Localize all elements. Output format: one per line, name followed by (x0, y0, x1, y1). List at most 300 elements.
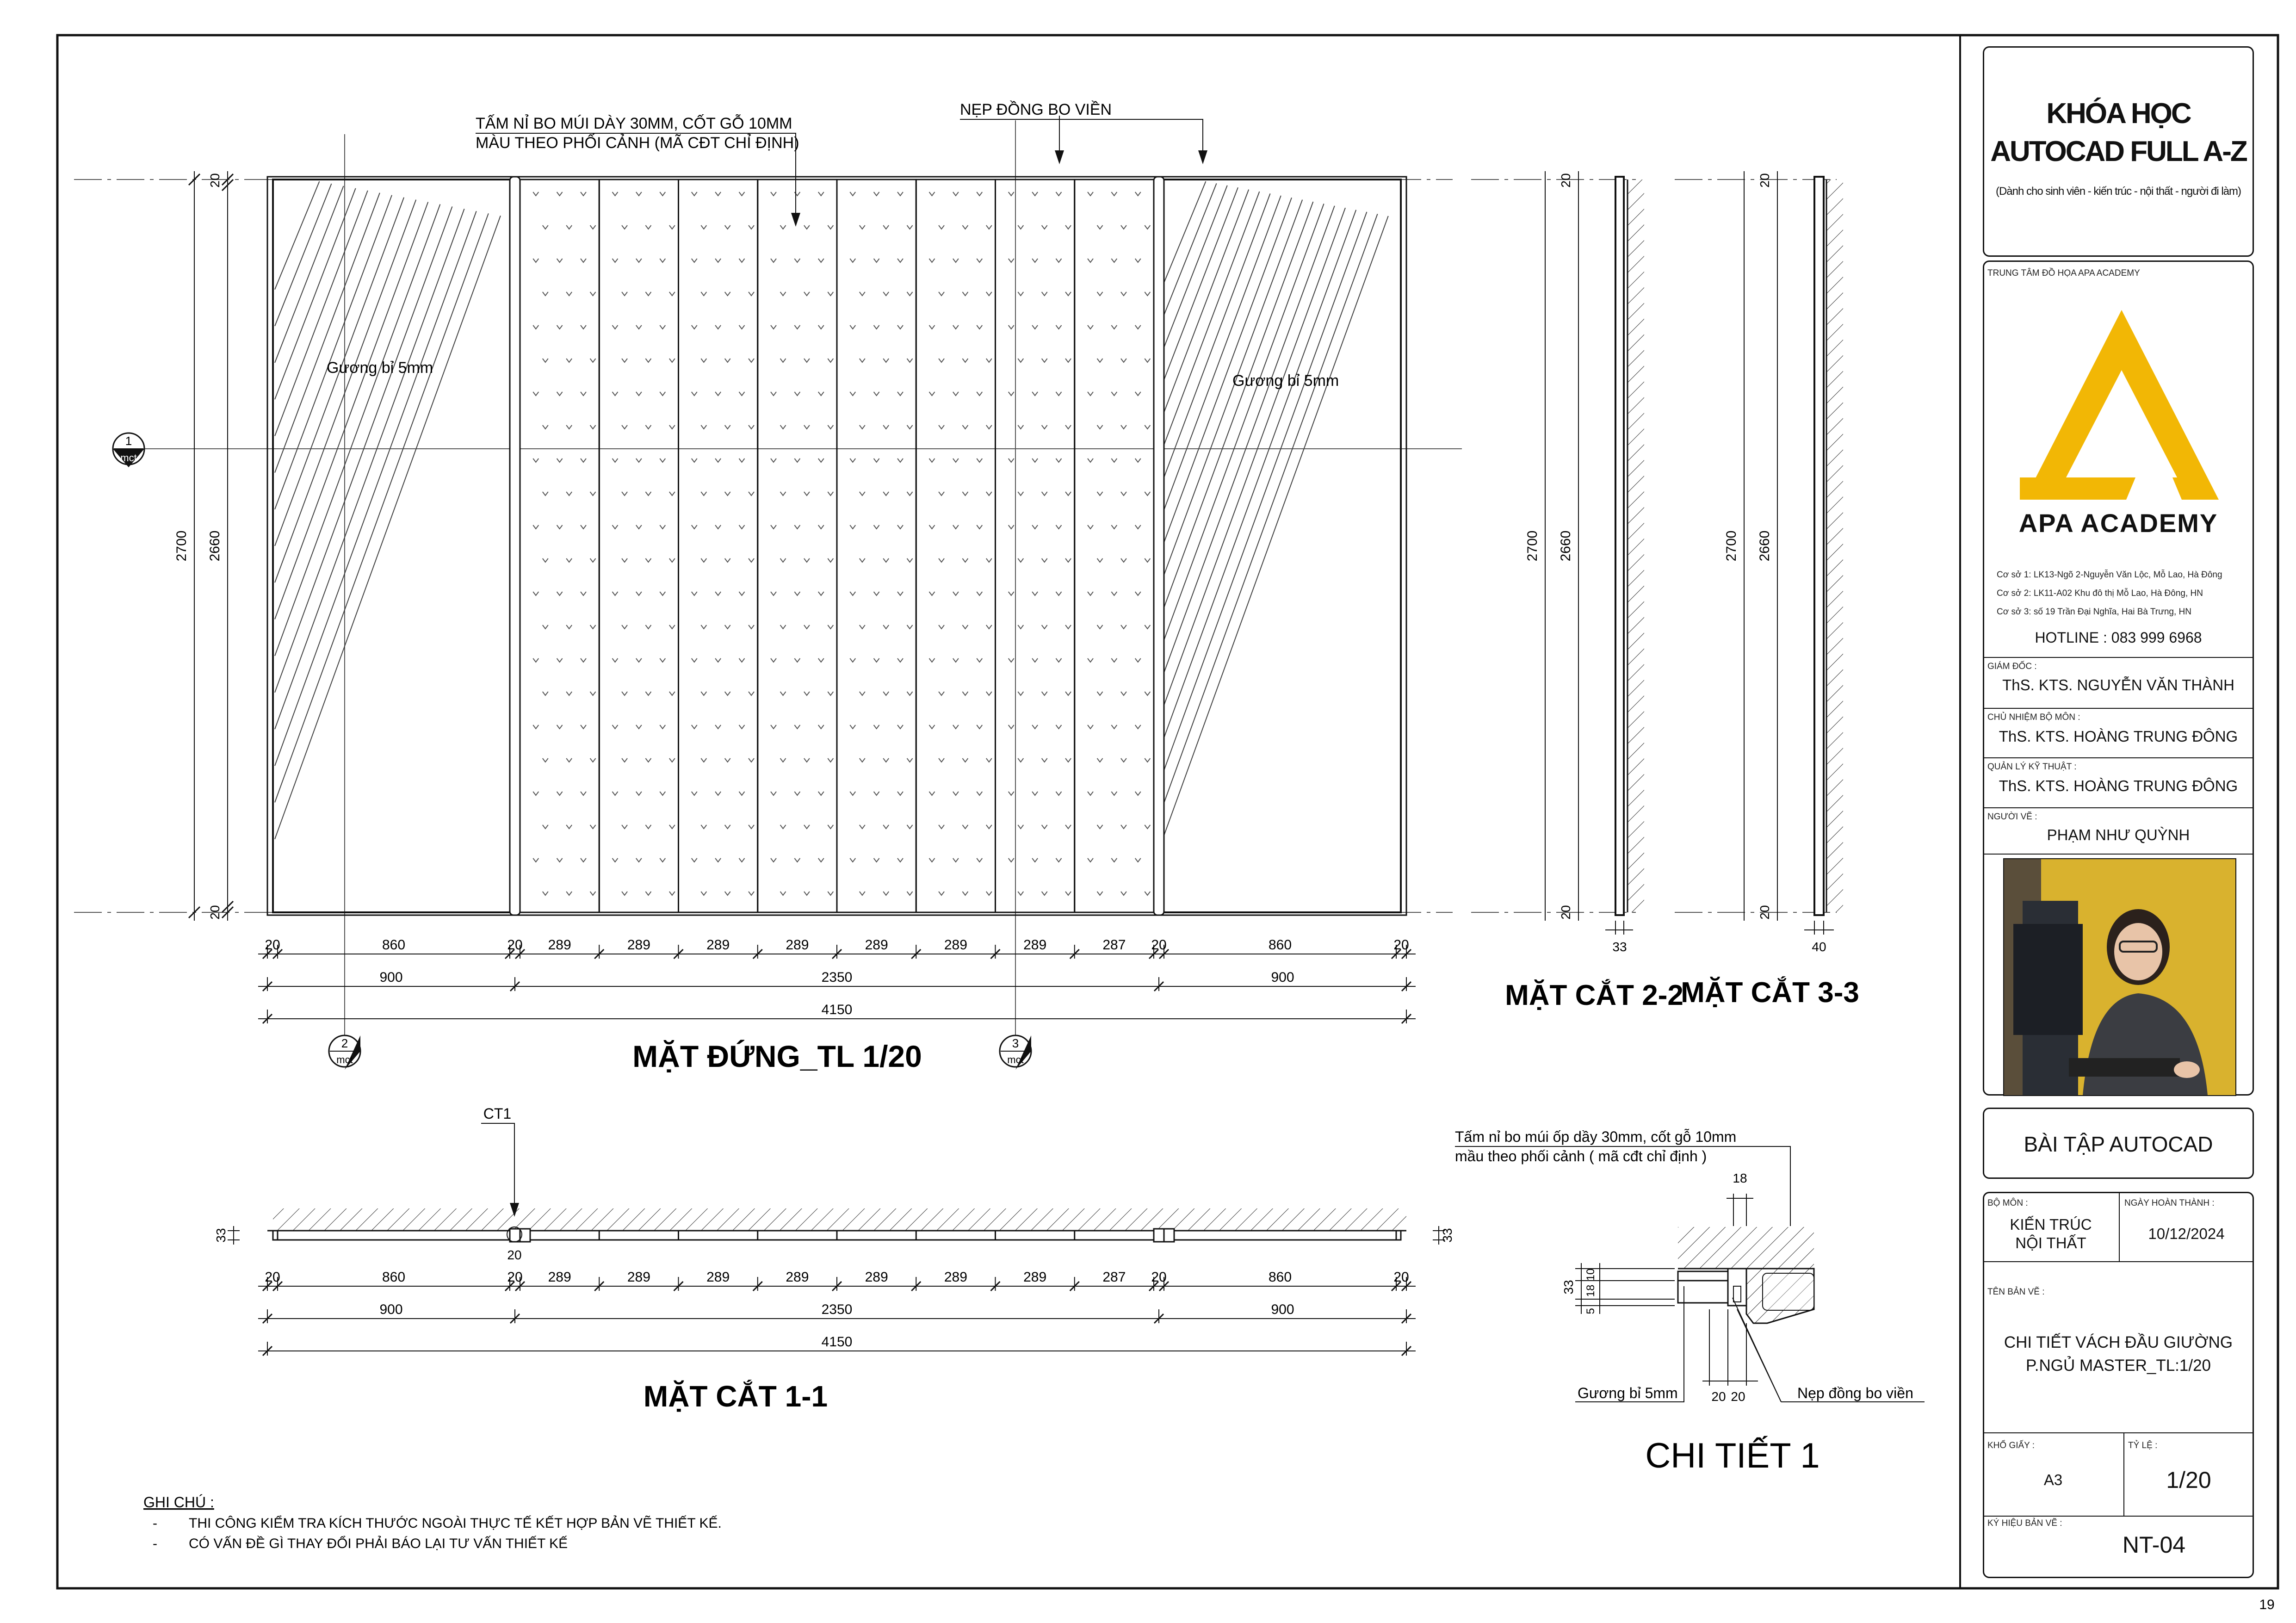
detail-wall-hatch (1678, 1227, 1814, 1269)
tuft-mark (850, 259, 855, 262)
tuft-mark (645, 359, 651, 362)
tuft-mark (1097, 692, 1103, 695)
tuft-mark (1097, 625, 1103, 629)
tuft-mark (557, 525, 563, 529)
dim-value: 20 (1393, 937, 1409, 953)
tuft-mark (929, 792, 935, 795)
tuft-mark (977, 259, 982, 262)
tuft-mark (929, 525, 935, 529)
leader-trim-text: NẸP ĐỒNG BO VIỀN (960, 101, 1112, 118)
tuft-mark (874, 792, 879, 795)
tuft-mark (804, 292, 810, 296)
note-bullet-1: - (153, 1516, 157, 1531)
dim-thickness-3-3: 40 (1812, 940, 1826, 954)
tuft-mark (874, 259, 879, 262)
tuft-mark (1056, 725, 1062, 729)
tuft-mark (794, 458, 800, 462)
tuft-mark (1145, 625, 1150, 629)
note-text-1: THI CÔNG KIỂM TRA KÍCH THƯỚC NGOÀI THỰC TẾ KẾT HỢP BẢN VẼ THIẾT KẾ. (189, 1516, 722, 1531)
dim-value: 289 (548, 937, 571, 953)
mirror-reflection-stroke (1161, 216, 1388, 843)
tuft-mark (1065, 492, 1071, 496)
tuft-mark (850, 858, 855, 862)
tuft-mark (929, 192, 935, 196)
tuft-mark (929, 592, 935, 595)
tuft-mark (1009, 725, 1014, 729)
tuft-mark (818, 525, 824, 529)
tuft-mark (883, 492, 889, 496)
fabric-panel (599, 180, 678, 912)
director-name: ThS. KTS. NGUYỄN VĂN THÀNH (2002, 676, 2234, 694)
tuft-mark (636, 725, 642, 729)
tuft-mark (1135, 858, 1141, 862)
dim-edge-top-3-3: 20 (1758, 173, 1772, 188)
tuft-mark (1065, 892, 1071, 895)
tuft-mark (581, 458, 586, 462)
dim-value: 900 (379, 970, 403, 985)
mirror-reflection-stroke (275, 181, 319, 290)
tuft-mark (897, 392, 903, 396)
detail-note-2: mầu theo phối cảnh ( mã cđt chỉ định ) (1455, 1148, 1707, 1165)
tuft-mark (715, 392, 721, 396)
tuft-mark (590, 892, 596, 895)
tuft-mark (1018, 225, 1023, 229)
tuft-mark (804, 758, 810, 762)
dim-edge-top-2-2: 20 (1559, 173, 1573, 188)
detail-mirror (1678, 1271, 1728, 1281)
tuft-mark (1042, 225, 1047, 229)
tuft-mark (701, 492, 706, 496)
tuft-mark (1145, 225, 1150, 229)
course-subtitle: (Dành cho sinh viên - kiến trúc - nội thất - người đi làm) (1995, 185, 2241, 198)
tuft-mark (1042, 892, 1047, 895)
tuft-mark (1145, 359, 1150, 362)
callout-3 (1000, 1035, 1031, 1070)
scale-label: TỶ LỆ : (2128, 1441, 2158, 1450)
tuft-mark (660, 458, 665, 462)
tuft-mark (692, 259, 697, 262)
head-name: ThS. KTS. HOÀNG TRUNG ĐÔNG (1999, 728, 2238, 745)
tuft-mark (939, 359, 944, 362)
detail-note-1: Tấm nỉ bo múi ốp dầy 30mm, cốt gỗ 10mm (1455, 1128, 1737, 1145)
tuft-mark (557, 792, 563, 795)
mirror-reflection-stroke (275, 184, 332, 326)
elevation-dimensions (258, 937, 1416, 1023)
fabric-panel (916, 180, 995, 912)
tuft-mark (533, 259, 538, 262)
tuft-mark (1097, 359, 1103, 362)
tuft-mark (613, 325, 618, 329)
dim-inner-3-3: 2660 (1757, 530, 1772, 562)
tuft-mark (1009, 525, 1014, 529)
tuft-mark (1065, 758, 1071, 762)
tuft-mark (780, 692, 786, 695)
detail-tag-ct1: CT1 (483, 1105, 512, 1122)
mirror-reflection-stroke (275, 211, 477, 766)
tuft-mark (897, 458, 903, 462)
dim-value: 289 (627, 1270, 650, 1285)
tuft-mark (939, 425, 944, 429)
dim-value: 289 (786, 937, 809, 953)
page-number: 19 (2259, 1597, 2275, 1612)
tuft-mark (636, 325, 642, 329)
mirror-reflection-stroke (275, 186, 344, 363)
tuft-mark (725, 558, 730, 562)
tuft-mark (749, 292, 754, 296)
info-hdiv-3 (1983, 1516, 2254, 1517)
tuft-mark (581, 792, 586, 795)
dim-value: 4150 (821, 1334, 853, 1350)
dim-value: 20 (507, 937, 523, 953)
tuft-mark (660, 592, 665, 595)
leader-trim-line (960, 119, 1203, 139)
tuft-mark (581, 192, 586, 196)
leader-panel-text-2: MÀU THEO PHỐI CẢNH (MÃ CĐT CHỈ ĐỊNH) (476, 134, 799, 152)
tuft-mark (780, 292, 786, 296)
tuft-mark (953, 259, 959, 262)
tuft-mark (986, 692, 992, 695)
mirror-reflection-stroke (1161, 186, 1227, 355)
tuft-mark (622, 892, 627, 895)
tuft-mark (701, 758, 706, 762)
section-3-3 (1675, 171, 1859, 1009)
tuft-mark (749, 758, 754, 762)
tuft-mark (543, 558, 548, 562)
address-1: Cơ sở 1: LK13-Ngõ 2-Nguyễn Văn Lộc, Mỗ Lao, Hà Đông (1997, 570, 2222, 580)
tuft-mark (566, 825, 572, 829)
tuft-mark (669, 692, 675, 695)
tuft-mark (929, 259, 935, 262)
tuft-mark (1135, 259, 1141, 262)
tuft-mark (907, 425, 913, 429)
tuft-mark (874, 592, 879, 595)
completion-date: 10/12/2024 (2148, 1225, 2225, 1242)
tuft-mark (543, 492, 548, 496)
tuft-mark (874, 525, 879, 529)
tuft-mark (977, 792, 982, 795)
tuft-mark (543, 359, 548, 362)
tuft-mark (804, 692, 810, 695)
tuft-mark (883, 625, 889, 629)
tuft-mark (828, 425, 833, 429)
tuft-mark (828, 225, 833, 229)
dim-thickness-2-2: 33 (1612, 940, 1627, 954)
tuft-mark (749, 492, 754, 496)
tuft-mark (818, 858, 824, 862)
tuft-mark (1042, 625, 1047, 629)
tuft-mark (749, 892, 754, 895)
tuft-mark (669, 625, 675, 629)
dim-value: 287 (1102, 937, 1126, 953)
tuft-mark (962, 225, 968, 229)
tuft-mark (739, 392, 745, 396)
tuft-mark (1088, 792, 1093, 795)
tuft-mark (860, 892, 865, 895)
tuft-mark (581, 525, 586, 529)
tuft-mark (701, 359, 706, 362)
tuft-mark (622, 359, 627, 362)
tuft-mark (780, 625, 786, 629)
head-label: CHỦ NHIỆM BỘ MÔN : (1987, 712, 2080, 722)
tuft-mark (1056, 858, 1062, 862)
tuft-mark (1056, 392, 1062, 396)
tuft-mark (1042, 292, 1047, 296)
tuft-mark (1056, 192, 1062, 196)
tuft-mark (1056, 525, 1062, 529)
tuft-mark (636, 525, 642, 529)
tuft-mark (1121, 425, 1126, 429)
tuft-mark (566, 425, 572, 429)
tuft-mark (953, 592, 959, 595)
tuft-mark (581, 325, 586, 329)
tuft-mark (1056, 592, 1062, 595)
tuft-mark (771, 792, 776, 795)
mirror-reflection-stroke (1161, 210, 1356, 746)
mirror-reflection-stroke (275, 195, 392, 509)
tuft-mark (1121, 292, 1126, 296)
tuft-mark (828, 558, 833, 562)
tuft-mark (739, 325, 745, 329)
tuft-mark (1009, 458, 1014, 462)
leader-panel-arrow (791, 213, 800, 227)
tuft-mark (986, 292, 992, 296)
tuft-mark (883, 692, 889, 695)
mirror-right (1159, 180, 1401, 912)
tech-label: QUẢN LÝ KỸ THUẬT : (1987, 762, 2077, 772)
notes-heading: GHI CHÚ : (143, 1494, 214, 1511)
dim-value: 20 (1151, 937, 1167, 953)
tuft-mark (622, 492, 627, 496)
mirror-right-label: Gương bỉ 5mm (1232, 372, 1339, 390)
tuft-mark (1088, 192, 1093, 196)
tuft-mark (897, 792, 903, 795)
drawing-name-2: P.NGỦ MASTER_TL:1/20 (2025, 1357, 2211, 1375)
tuft-mark (794, 725, 800, 729)
tuft-mark (953, 458, 959, 462)
tuft-mark (780, 425, 786, 429)
tuft-mark (1111, 725, 1117, 729)
tuft-mark (860, 492, 865, 496)
tuft-mark (874, 725, 879, 729)
tuft-mark (929, 325, 935, 329)
tuft-mark (636, 858, 642, 862)
tuft-mark (977, 725, 982, 729)
tuft-mark (1018, 359, 1023, 362)
tuft-mark (739, 725, 745, 729)
tuft-mark (897, 259, 903, 262)
tuft-mark (953, 392, 959, 396)
tuft-mark (557, 192, 563, 196)
tuft-mark (850, 392, 855, 396)
tuft-mark (1088, 325, 1093, 329)
tuft-mark (1042, 425, 1047, 429)
elevation-title: MẶT ĐỨNG_TL 1/20 (632, 1039, 922, 1073)
tuft-mark (897, 192, 903, 196)
detail-dim-left-c: 10 (1584, 1268, 1597, 1281)
tuft-mark (725, 292, 730, 296)
tuft-mark (780, 492, 786, 496)
tuft-mark (749, 625, 754, 629)
drawing-name-label: TÊN BẢN VẼ : (1987, 1287, 2045, 1297)
tuft-mark (804, 625, 810, 629)
tuft-mark (1097, 558, 1103, 562)
tuft-mark (883, 558, 889, 562)
tuft-mark (929, 458, 935, 462)
tuft-mark (780, 892, 786, 895)
tuft-mark (1088, 458, 1093, 462)
tuft-mark (1135, 525, 1141, 529)
tuft-mark (883, 225, 889, 229)
tuft-mark (557, 592, 563, 595)
date-label: NGÀY HOÀN THÀNH : (2124, 1198, 2215, 1208)
tuft-mark (1097, 492, 1103, 496)
tuft-mark (1032, 792, 1038, 795)
mirror-reflection-stroke (275, 200, 416, 583)
callout-3-number: 3 (1012, 1036, 1019, 1050)
tuft-mark (749, 359, 754, 362)
tuft-mark (962, 558, 968, 562)
mirror-reflection-stroke (275, 191, 368, 436)
tuft-mark (1111, 192, 1117, 196)
panel-section-3-3 (1814, 177, 1824, 915)
tuft-mark (701, 692, 706, 695)
tuft-mark (1056, 325, 1062, 329)
dim-value: 289 (548, 1270, 571, 1285)
tuft-mark (1097, 892, 1103, 895)
detail-dim-bottom-1: 20 (1711, 1389, 1726, 1404)
tuft-mark (1018, 558, 1023, 562)
wall-hatch-2-2 (1628, 180, 1644, 912)
tuft-mark (692, 525, 697, 529)
detail-mirror-backing (1678, 1281, 1728, 1303)
tuft-mark (701, 825, 706, 829)
mirror-reflection-stroke (1161, 193, 1270, 485)
director-label: GIÁM ĐỐC : (1987, 662, 2037, 671)
tuft-mark (622, 625, 627, 629)
tuft-mark (660, 792, 665, 795)
tuft-mark (953, 725, 959, 729)
tuft-mark (828, 758, 833, 762)
drawing-name-1: CHI TIẾT VÁCH ĐẦU GIƯỜNG (2004, 1333, 2233, 1351)
tuft-mark (715, 458, 721, 462)
drawer-photo (2003, 858, 2236, 1096)
tuft-mark (725, 359, 730, 362)
tuft-mark (701, 558, 706, 562)
tuft-mark (669, 425, 675, 429)
tuft-mark (533, 192, 538, 196)
section-2-2-title: MẶT CẮT 2-2 (1505, 979, 1683, 1011)
tuft-mark (883, 758, 889, 762)
tuft-mark (533, 392, 538, 396)
note-text-2: CÓ VẤN ĐỀ GÌ THAY ĐỔI PHẢI BÁO LẠI TƯ VẤN THIẾT KẾ (189, 1536, 568, 1551)
tuft-mark (725, 892, 730, 895)
tuft-mark (543, 625, 548, 629)
tuft-mark (794, 858, 800, 862)
tuft-mark (860, 758, 865, 762)
scale-value: 1/20 (2166, 1467, 2211, 1493)
section-2-2 (1471, 171, 1683, 1011)
dim-value: 20 (265, 1270, 280, 1285)
tuft-mark (669, 825, 675, 829)
tuft-mark (828, 825, 833, 829)
center-name: TRUNG TÂM ĐỒ HỌA APA ACADEMY (1987, 268, 2140, 278)
tuft-mark (669, 292, 675, 296)
tuft-mark (771, 725, 776, 729)
tuft-mark (977, 592, 982, 595)
tuft-mark (986, 758, 992, 762)
wall-hatch-3-3 (1826, 180, 1843, 912)
mirror-reflection-stroke (1161, 206, 1335, 681)
tuft-mark (533, 858, 538, 862)
mirror-reflection-stroke (275, 193, 380, 473)
tuft-mark (850, 592, 855, 595)
tuft-mark (986, 625, 992, 629)
tuft-mark (771, 658, 776, 662)
tuft-mark (939, 292, 944, 296)
tuft-mark (939, 492, 944, 496)
tuft-mark (613, 858, 618, 862)
fabric-panel (1075, 180, 1154, 912)
tuft-mark (977, 192, 982, 196)
fabric-panel (837, 180, 916, 912)
mirror-reflection-stroke (275, 206, 452, 692)
mirror-right-hatch (1161, 181, 1388, 843)
tuft-mark (1111, 525, 1117, 529)
tuft-mark (1009, 858, 1014, 862)
tuft-mark (645, 825, 651, 829)
tuft-mark (669, 492, 675, 496)
dim-value: 860 (1268, 937, 1292, 953)
tuft-mark (533, 325, 538, 329)
dim-total-3-3: 2700 (1724, 530, 1739, 562)
tuft-mark (739, 192, 745, 196)
tuft-mark (1009, 792, 1014, 795)
tuft-mark (1032, 392, 1038, 396)
tuft-mark (739, 458, 745, 462)
wall-hatch-1-1 (273, 1208, 1406, 1231)
hotline: HOTLINE : 083 999 6968 (2035, 629, 2202, 646)
course-title-2: AUTOCAD FULL A-Z (1990, 136, 2246, 167)
tuft-mark (645, 492, 651, 496)
tuft-mark (692, 325, 697, 329)
tuft-mark (566, 758, 572, 762)
tuft-mark (939, 558, 944, 562)
fabric-panel (679, 180, 758, 912)
tuft-mark (749, 425, 754, 429)
tuft-mark (590, 359, 596, 362)
section-3-3-title: MẶT CẮT 3-3 (1681, 977, 1859, 1009)
tuft-mark (1042, 692, 1047, 695)
mirror-reflection-stroke (1161, 204, 1324, 648)
detail-dim-top: 18 (1733, 1171, 1747, 1185)
tuft-mark (715, 525, 721, 529)
tuft-mark (1042, 825, 1047, 829)
tuft-mark (1032, 192, 1038, 196)
tuft-mark (962, 758, 968, 762)
tuft-mark (771, 259, 776, 262)
tuft-mark (715, 325, 721, 329)
detail-1-title: CHI TIẾT 1 (1645, 1436, 1820, 1475)
mirror-reflection-stroke (1161, 192, 1259, 452)
tuft-mark (660, 725, 665, 729)
tuft-mark (533, 792, 538, 795)
tuft-mark (860, 558, 865, 562)
tuft-mark (818, 259, 824, 262)
tuft-mark (907, 292, 913, 296)
tuft-mark (715, 192, 721, 196)
dim-value: 900 (379, 1302, 403, 1317)
tuft-mark (850, 525, 855, 529)
